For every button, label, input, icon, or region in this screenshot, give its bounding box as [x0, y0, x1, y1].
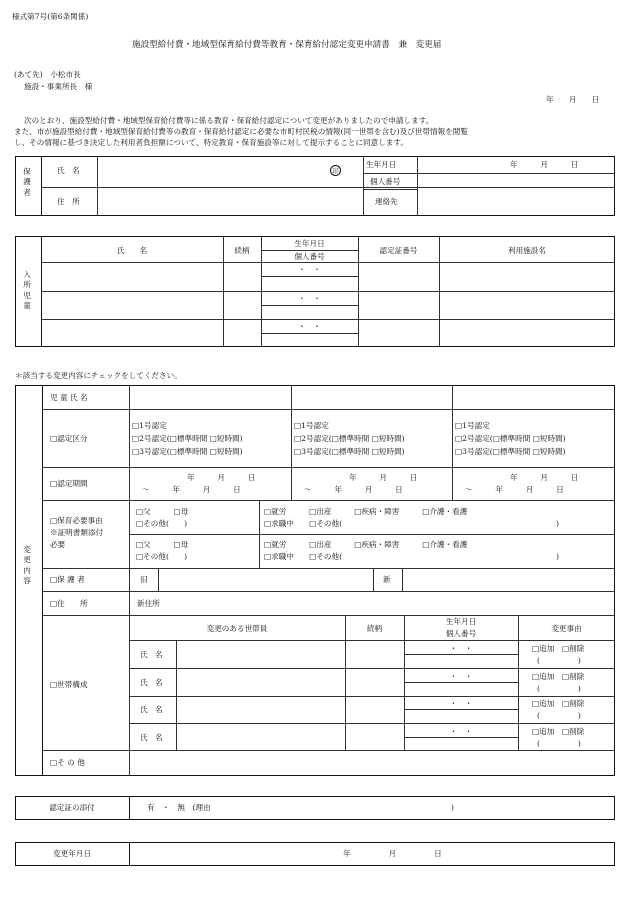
period-a-to: ～ 年 月 日 — [142, 485, 241, 494]
reason-label-2: ※証明書類添付 — [50, 528, 104, 537]
change-address-label: □住 所 — [50, 599, 88, 608]
guardian-id-label: 個人番号 — [370, 177, 401, 186]
member-dots-3: ・ ・ — [449, 699, 473, 708]
children-facility-header: 利用施設名 — [508, 246, 546, 255]
member-dots-4: ・ ・ — [449, 727, 473, 736]
household-reason-header: 変更事由 — [551, 624, 582, 633]
children-cert-header: 認定証番号 — [379, 246, 418, 255]
category-a-opt1: □1号認定 — [132, 421, 167, 430]
household-id-header: 個人番号 — [445, 629, 477, 638]
period-b-from: 年 月 日 — [349, 473, 418, 482]
change-other-label: □そ の 他 — [50, 758, 85, 767]
member-name-label-3: 氏 名 — [140, 705, 163, 714]
member-reason-4: □追加 □削除 — [532, 727, 585, 736]
period-a-from: 年 月 日 — [187, 473, 256, 482]
guardian-contact-label: 連絡先 — [375, 197, 398, 206]
member-name-label-1: 氏 名 — [140, 650, 163, 659]
new-address-label: 新住所 — [137, 599, 160, 608]
member-reason-paren-1: ( ) — [537, 656, 581, 665]
attachment-value: 有 ・ 無 (理由 — [147, 803, 211, 812]
children-name-header: 氏 名 — [116, 246, 148, 255]
period-c-to: ～ 年 月 日 — [465, 485, 564, 494]
reason-row2-types: □就労 □出産 □疾病・障害 □介護・看護 — [264, 540, 468, 549]
children-id-header: 個人番号 — [294, 252, 325, 261]
reason-row2-jobseek: □求職中 □その他( — [264, 552, 343, 561]
date-line: 年 月 日 — [546, 95, 600, 104]
category-a-opt2: □2号認定(□標準時間 □短時間) — [132, 434, 243, 443]
period-c-from: 年 月 日 — [510, 473, 579, 482]
household-member-header: 変更のある世帯員 — [206, 624, 268, 633]
member-name-label-4: 氏 名 — [140, 733, 163, 742]
category-b-opt1: □1号認定 — [294, 421, 329, 430]
addressee-line2: 施設・事業所長 様 — [24, 82, 93, 91]
household-birth-header: 生年月日 — [445, 617, 477, 626]
reason-row1-jobseek: □求職中 □その他( — [264, 519, 343, 528]
guardian-new-label: 新 — [383, 575, 391, 584]
member-reason-paren-2: ( ) — [537, 684, 581, 693]
guardian-old-label: 旧 — [140, 575, 148, 584]
member-dots-1: ・ ・ — [449, 644, 473, 653]
seal-mark: 印 — [330, 165, 341, 176]
category-b-opt2: □2号認定(□標準時間 □短時間) — [294, 434, 405, 443]
member-name-label-2: 氏 名 — [140, 678, 163, 687]
member-reason-paren-4: ( ) — [537, 739, 581, 748]
children-section-label: 入所児童 — [23, 270, 31, 310]
form-number: 様式第7号(第6条関係) — [12, 12, 89, 21]
guardian-birth-label: 生年月日 — [366, 160, 397, 169]
children-relation-header: 続柄 — [234, 246, 250, 255]
form-title: 施設型給付費・地域型保育給付費等教育・保育給付認定変更申請書 兼 変更届 — [132, 40, 442, 50]
reason-row2-other: □その他( ) — [136, 552, 188, 561]
category-c-opt2: □2号認定(□標準時間 □短時間) — [455, 434, 566, 443]
member-reason-paren-3: ( ) — [537, 711, 581, 720]
guardian-section-label: 保護者 — [23, 167, 31, 197]
children-date-dots-1: ・ ・ — [298, 265, 321, 274]
reason-label-1: □保育必要事由 — [50, 516, 103, 525]
reason-row2-close: ) — [556, 552, 559, 561]
reason-label-3: 必要 — [50, 540, 66, 549]
children-date-dots-3: ・ ・ — [298, 322, 321, 331]
intro-line-3: し、その情報に基づき決定した利用者負担額について、特定教育・保育施設等に対して提示することに同意します。 — [14, 138, 408, 147]
category-label: □認定区分 — [50, 434, 88, 443]
reason-row1-parent: □父 □母 — [136, 507, 189, 516]
reason-row1-types: □就労 □出産 □疾病・障害 □介護・看護 — [264, 507, 468, 516]
guardian-birth-value: 年 月 日 — [510, 160, 579, 169]
attachment-close: ) — [451, 803, 454, 812]
category-c-opt3: □3号認定(□標準時間 □短時間) — [455, 447, 566, 456]
guardian-address-label: 住 所 — [57, 197, 80, 206]
household-label: □世帯構成 — [50, 680, 88, 689]
change-date-value: 年 月 日 — [343, 849, 442, 858]
intro-line-1: 次のとおり、施設型給付費・地域型保育給付費等に係る教育・保育給付認定について変更がありましたので申請します。 — [24, 116, 434, 125]
category-b-opt3: □3号認定(□標準時間 □短時間) — [294, 447, 405, 456]
child-name-label: 児 童 氏 名 — [50, 393, 88, 402]
member-dots-2: ・ ・ — [449, 672, 473, 681]
change-guardian-label: □保 護 者 — [50, 575, 85, 584]
reason-row1-other: □その他( ) — [136, 519, 188, 528]
intro-line-2: また、市が施設型給付費・地域型保育給付費等の教育・保育給付認定に必要な市町村民税の情報(同一世帯を含む)及び世帯情報を閲覧 — [14, 127, 468, 136]
change-section-label: 変更内容 — [23, 545, 31, 585]
reason-row2-parent: □父 □母 — [136, 540, 189, 549]
guardian-name-label: 氏 名 — [57, 166, 80, 175]
attachment-label: 認定証の添付 — [49, 803, 95, 812]
category-a-opt3: □3号認定(□標準時間 □短時間) — [132, 447, 243, 456]
addressee-line1: (あて先) 小松市長 — [14, 70, 81, 79]
change-table — [15, 385, 615, 776]
period-b-to: ～ 年 月 日 — [304, 485, 403, 494]
children-date-dots-2: ・ ・ — [298, 294, 321, 303]
member-reason-2: □追加 □削除 — [532, 672, 585, 681]
household-relation-header: 続柄 — [366, 624, 383, 633]
member-reason-1: □追加 □削除 — [532, 644, 585, 653]
children-birth-header: 生年月日 — [294, 239, 325, 248]
period-label: □認定期間 — [50, 479, 88, 488]
change-date-label: 変更年月日 — [53, 849, 91, 858]
category-c-opt1: □1号認定 — [455, 421, 490, 430]
reason-row1-close: ) — [556, 519, 559, 528]
change-note: ＊該当する変更内容にチェックをしてください。 — [15, 371, 182, 380]
member-reason-3: □追加 □削除 — [532, 699, 585, 708]
